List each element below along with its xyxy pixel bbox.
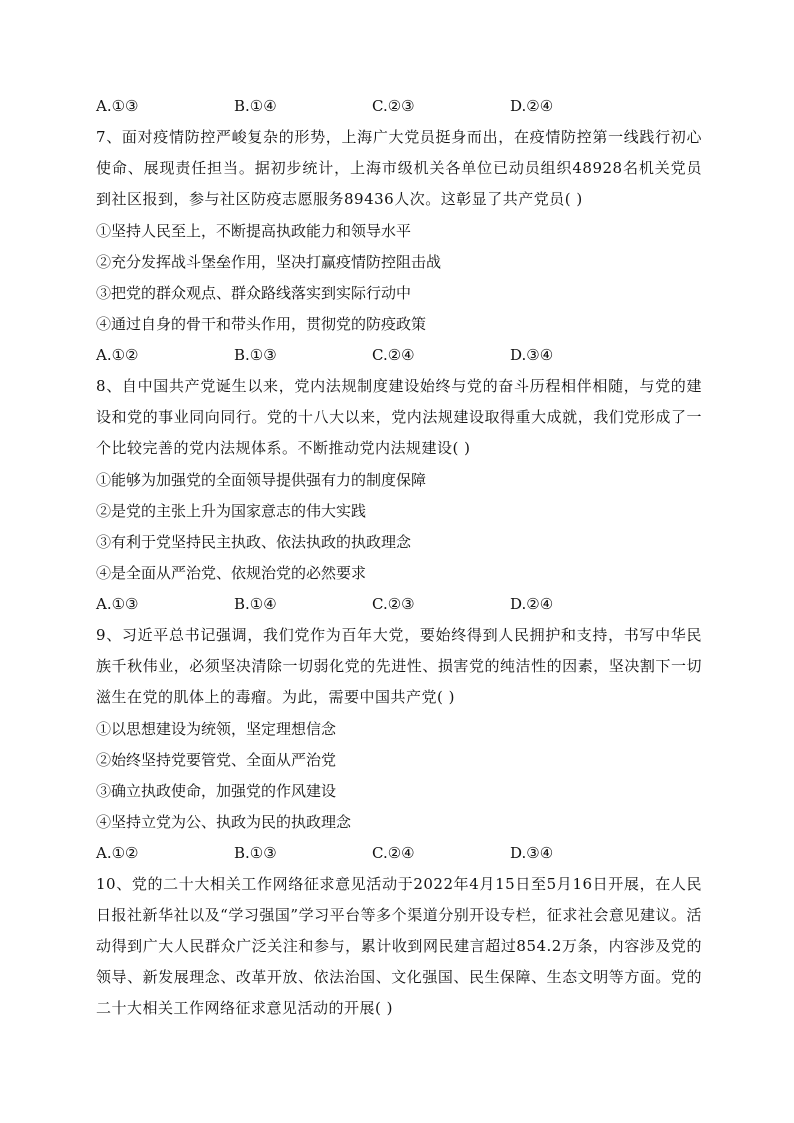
- option-a: A.①③: [96, 595, 139, 613]
- statement-3: ③把党的群众观点、群众路线落实到实际行动中: [96, 284, 412, 302]
- question-text: 10、党的二十大相关工作网络征求意见活动于2022年4月15日至5月16日开展，在人民日报社新华社以及“学习强国”学习平台等多个渠道分别开设专栏，征求社会意见建议。活动得到广大人民群众广泛关注和参与，累计收到网民建言超过854.2万条，内容涉及党的领导、新发展理念、改革开放、依法治国、文化强国、民生保障、生态文明等方面。党的二十大相关工作网络征求意见活动的开展( ): [96, 875, 702, 1017]
- option-c: C.②③: [372, 97, 415, 115]
- statement-2: ②始终坚持党要管党、全面从严治党: [96, 751, 337, 769]
- statement-1: ①坚持人民至上，不断提高执政能力和领导水平: [96, 222, 412, 240]
- option-b: B.①④: [234, 595, 277, 613]
- question-text: 7、面对疫情防控严峻复杂的形势，上海广大党员挺身而出，在疫情防控第一线践行初心使命、展现责任担当。据初步统计，上海市级机关各单位已动员组织48928名机关党员到社区报到，参与社区防疫志愿服务89436人次。这彰显了共产党员( ): [96, 128, 702, 208]
- option-b: B.①④: [234, 97, 277, 115]
- option-d: D.③④: [510, 346, 554, 364]
- question-8-stem: [96, 371, 702, 464]
- option-d: D.②④: [510, 97, 554, 115]
- options-row-q9: [96, 843, 696, 863]
- question-text: 9、习近平总书记强调，我们党作为百年大党，要始终得到人民拥护和支持，书写中华民族千秋伟业，必须坚决清除一切弱化党的先进性、损害党的纯洁性的因素，坚决割下一切滋生在党的肌体上的毒瘤。为此，需要中国共产党( ): [96, 626, 702, 706]
- option-c: C.②④: [372, 346, 415, 364]
- question-10-stem: [96, 869, 702, 1024]
- statement-1: ①能够为加强党的全面领导提供强有力的制度保障: [96, 471, 427, 489]
- option-b: B.①③: [234, 346, 277, 364]
- statement-3: ③有利于党坚持民主执政、依法执政的执政理念: [96, 533, 412, 551]
- option-a: A.①②: [96, 844, 139, 862]
- options-row-q8: [96, 594, 696, 614]
- statement-4: ④通过自身的骨干和带头作用，贯彻党的防疫政策: [96, 315, 427, 333]
- option-d: D.③④: [510, 844, 554, 862]
- statement-1: ①以思想建设为统领，坚定理想信念: [96, 720, 337, 738]
- statement-4: ④是全面从严治党、依规治党的必然要求: [96, 564, 367, 582]
- statement-2: ②充分发挥战斗堡垒作用，坚决打赢疫情防控阻击战: [96, 253, 442, 271]
- option-a: A.①②: [96, 346, 139, 364]
- option-d: D.②④: [510, 595, 554, 613]
- statement-3: ③确立执政使命，加强党的作风建设: [96, 782, 337, 800]
- option-a: A.①③: [96, 97, 139, 115]
- question-7-stem: [96, 122, 702, 215]
- question-9-stem: [96, 620, 702, 713]
- option-c: C.②③: [372, 595, 415, 613]
- question-text: 8、自中国共产党诞生以来，党内法规制度建设始终与党的奋斗历程相伴相随，与党的建设和党的事业同向同行。党的十八大以来，党内法规建设取得重大成就，我们党形成了一个比较完善的党内法规体系。不断推动党内法规建设( ): [96, 377, 702, 457]
- options-row-top: [96, 96, 696, 116]
- options-row-q7: [96, 345, 696, 365]
- option-c: C.②④: [372, 844, 415, 862]
- statement-4: ④坚持立党为公、执政为民的执政理念: [96, 813, 352, 831]
- option-b: B.①③: [234, 844, 277, 862]
- statement-2: ②是党的主张上升为国家意志的伟大实践: [96, 502, 367, 520]
